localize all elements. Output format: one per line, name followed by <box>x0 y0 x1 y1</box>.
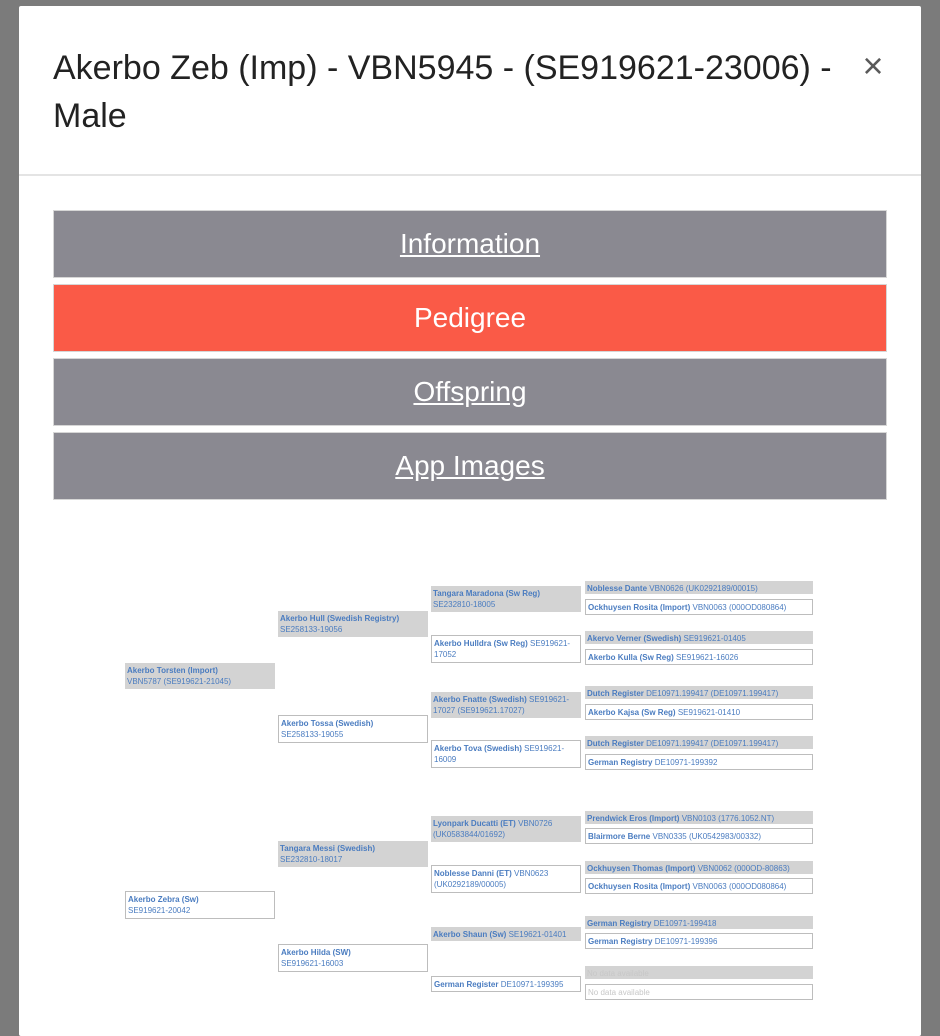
pedigree-gen2-2[interactable]: Akerbo Tossa (Swedish) SE258133-19055 <box>278 715 428 743</box>
pedigree-gen3-6[interactable]: Noblesse Danni (ET) VBN0623 (UK0292189/00005) <box>431 865 581 893</box>
pedigree-gen3-7[interactable]: Akerbo Shaun (Sw) SE19621-01401 <box>431 927 581 941</box>
pedigree-gen3-4[interactable]: Akerbo Tova (Swedish) SE919621-16009 <box>431 740 581 768</box>
pedigree-gen4-15: No data available <box>585 966 813 979</box>
pedigree-gen2-4[interactable]: Akerbo Hilda (SW) SE919621-16003 <box>278 944 428 972</box>
pedigree-gen4-11[interactable]: Ockhuysen Thomas (Import) VBN0062 (000OD-80863) <box>585 861 813 874</box>
pedigree-gen4-6[interactable]: Akerbo Kajsa (Sw Reg) SE919621-01410 <box>585 704 813 720</box>
pedigree-gen4-12[interactable]: Ockhuysen Rosita (Import) VBN0063 (000OD080864) <box>585 878 813 894</box>
close-icon[interactable]: × <box>862 45 884 86</box>
pedigree-gen3-3[interactable]: Akerbo Fnatte (Swedish) SE919621-17027 (SE919621.17027) <box>431 692 581 718</box>
pedigree-gen3-5[interactable]: Lyonpark Ducatti (ET) VBN0726 (UK0583844/01692) <box>431 816 581 842</box>
pedigree-gen2-3[interactable]: Tangara Messi (Swedish) SE232810-18017 <box>278 841 428 867</box>
pedigree-gen4-3[interactable]: Akervo Verner (Swedish) SE919621-01405 <box>585 631 813 644</box>
pedigree-gen3-8[interactable]: German Register DE10971-199395 <box>431 976 581 992</box>
tab-pedigree[interactable]: Pedigree <box>53 284 887 352</box>
pedigree-gen4-4[interactable]: Akerbo Kulla (Sw Reg) SE919621-16026 <box>585 649 813 665</box>
tab-information[interactable]: Information <box>53 210 887 278</box>
pedigree-gen4-2[interactable]: Ockhuysen Rosita (Import) VBN0063 (000OD080864) <box>585 599 813 615</box>
tab-app-images[interactable]: App Images <box>53 432 887 500</box>
tab-list <box>53 210 887 506</box>
pedigree-gen2-1[interactable]: Akerbo Hull (Swedish Registry) SE258133-19056 <box>278 611 428 637</box>
modal-title: Akerbo Zeb (Imp) - VBN5945 - (SE919621-23006) - Male <box>53 49 832 135</box>
modal-header <box>19 6 921 176</box>
tab-offspring[interactable]: Offspring <box>53 358 887 426</box>
pedigree-dam[interactable]: Akerbo Zebra (Sw) SE919621-20042 <box>125 891 275 919</box>
pedigree-gen4-5[interactable]: Dutch Register DE10971.199417 (DE10971.199417) <box>585 686 813 699</box>
pedigree-gen3-1[interactable]: Tangara Maradona (Sw Reg) SE232810-18005 <box>431 586 581 612</box>
pedigree-gen4-7[interactable]: Dutch Register DE10971.199417 (DE10971.199417) <box>585 736 813 749</box>
pedigree-gen4-16: No data available <box>585 984 813 1000</box>
pedigree-gen4-10[interactable]: Blairmore Berne VBN0335 (UK0542983/00332) <box>585 828 813 844</box>
pedigree-sire[interactable]: Akerbo Torsten (Import) VBN5787 (SE919621-21045) <box>125 663 275 689</box>
pedigree-gen4-9[interactable]: Prendwick Eros (Import) VBN0103 (1776.1052.NT) <box>585 811 813 824</box>
pedigree-gen4-1[interactable]: Noblesse Dante VBN0626 (UK0292189/00015) <box>585 581 813 594</box>
pedigree-modal <box>19 6 921 1036</box>
pedigree-gen4-8[interactable]: German Registry DE10971-199392 <box>585 754 813 770</box>
pedigree-gen3-2[interactable]: Akerbo Hulldra (Sw Reg) SE919621-17052 <box>431 635 581 663</box>
pedigree-gen4-13[interactable]: German Registry DE10971-199418 <box>585 916 813 929</box>
pedigree-gen4-14[interactable]: German Registry DE10971-199396 <box>585 933 813 949</box>
